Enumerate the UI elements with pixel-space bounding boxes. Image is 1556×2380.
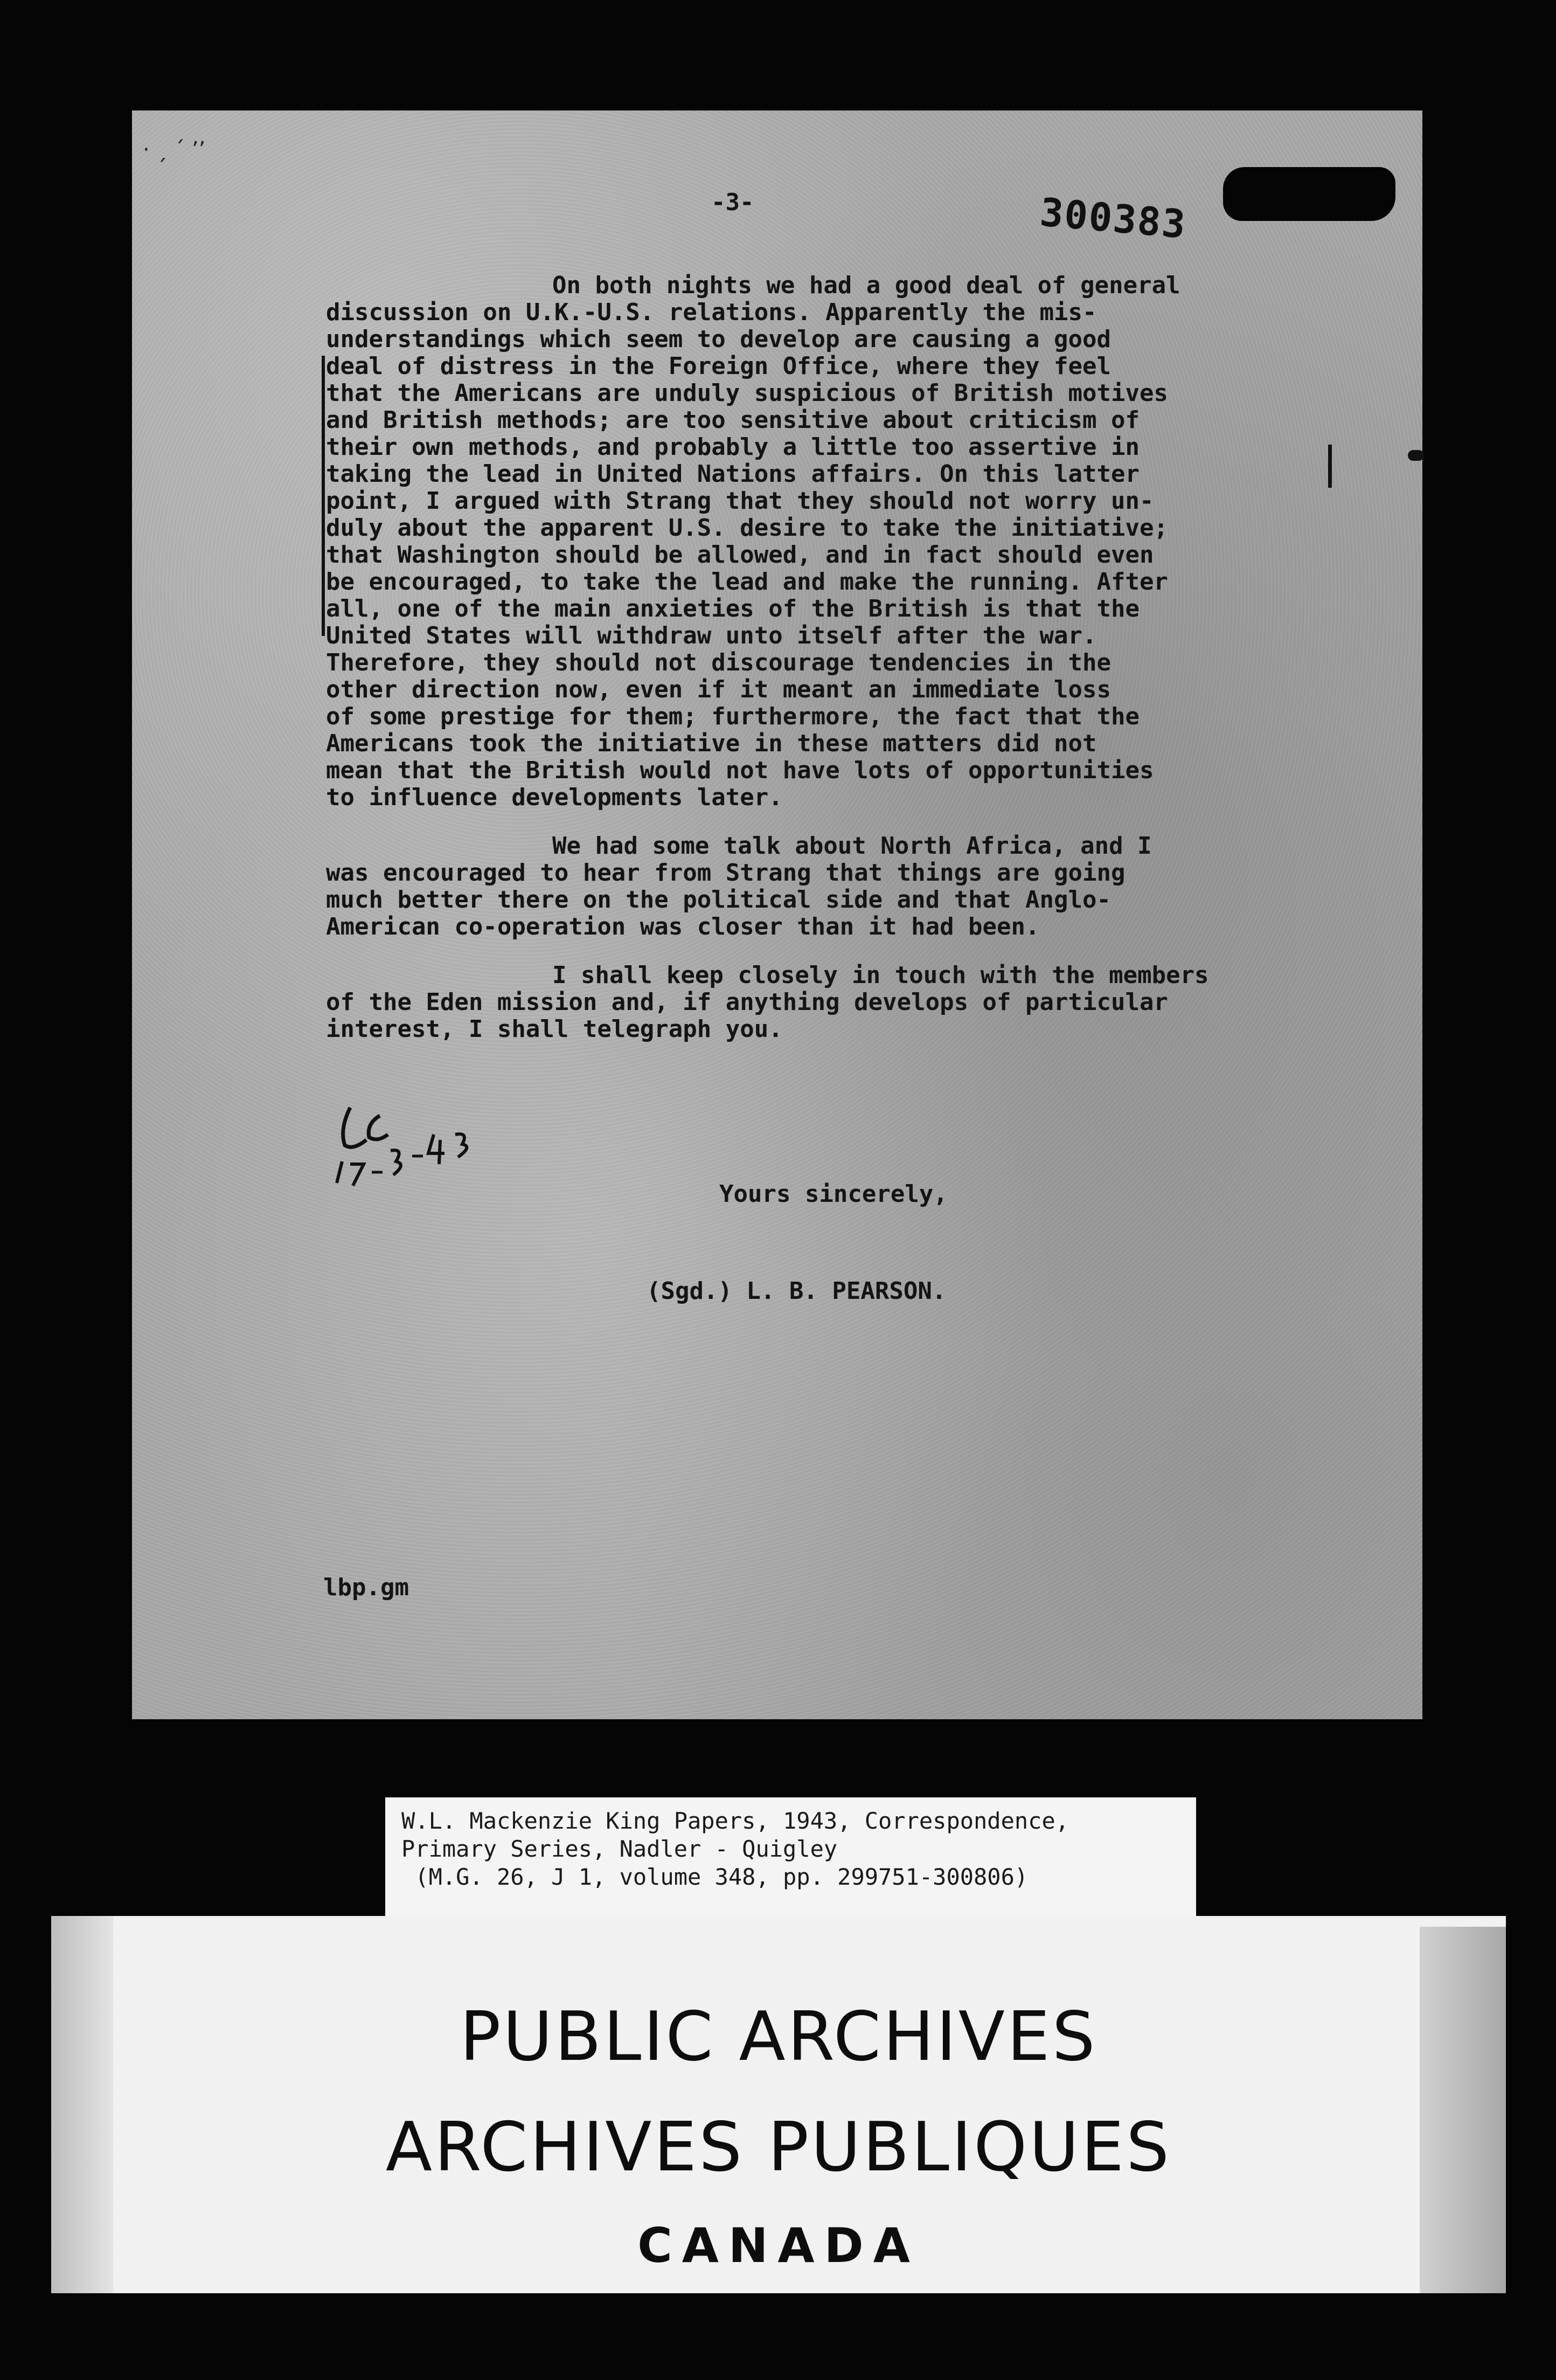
paper-specks: · ˏ ˊ ʼʼ xyxy=(143,137,206,162)
citation-line: (M.G. 26, J 1, volume 348, pp. 299751-300806) xyxy=(401,1864,1029,1890)
archive-banner xyxy=(51,1916,1506,2293)
citation-line: W.L. Mackenzie King Papers, 1943, Correspondence, xyxy=(401,1808,1069,1834)
banner-country: CANADA xyxy=(637,2218,920,2273)
archive-stamp-number: 300383 xyxy=(1038,189,1189,247)
paragraph-north-africa: We had some talk about North Africa, and I was encouraged to hear from Strang that things are going much better there on the political side and that Anglo- American co-operation was closer than it had been. xyxy=(326,832,1152,940)
citation-label xyxy=(385,1797,1196,1932)
paragraph-eden-mission: I shall keep closely in touch with the members of the Eden mission and, if anything develops of particular interest, I shall telegraph you. xyxy=(326,961,1209,1043)
margin-marker-line xyxy=(322,356,325,636)
handwritten-initials-date xyxy=(329,1097,490,1205)
redaction-mark xyxy=(1223,167,1395,221)
document-page xyxy=(132,110,1422,1719)
letter-body xyxy=(326,272,1436,1064)
page-number: -3- xyxy=(711,189,754,216)
paragraph-relations: On both nights we had a good deal of general discussion on U.K.-U.S. relations. Apparently the mis- understandings which seem to develop are causing a good deal of distress in the Foreign Office, where they feel that the Americans are unduly suspicious of British motives and British methods; are too sensitive about criticism of their own methods, and probably a little too assertive in taking the lead in United Nations affairs. On this latter point, I argued with Strang that they should not worry un- duly about the apparent U.S. desire to take the initiative; that Washington should be allowed, and in fact should even be encouraged, to take the lead and make the running. After all, one of the main anxieties of the British is that the United States will withdraw unto itself after the war. Therefore, they should not discourage tendencies in the other direction now, even if it meant an immediate loss of some prestige for them; furthermore, the fact that the Americans took the initiative in these matters did not mean that the British would not have lots of opportunities to influence developments later. xyxy=(326,272,1180,811)
closing-salutation: Yours sincerely, xyxy=(719,1180,948,1208)
typist-initials: lbp.gm xyxy=(323,1574,409,1601)
banner-title-french: ARCHIVES PUBLIQUES xyxy=(385,2107,1172,2187)
signature-line: (Sgd.) L. B. PEARSON. xyxy=(647,1277,947,1305)
banner-title-english: PUBLIC ARCHIVES xyxy=(460,1997,1097,2076)
citation-line: Primary Series, Nadler - Quigley xyxy=(401,1836,838,1862)
